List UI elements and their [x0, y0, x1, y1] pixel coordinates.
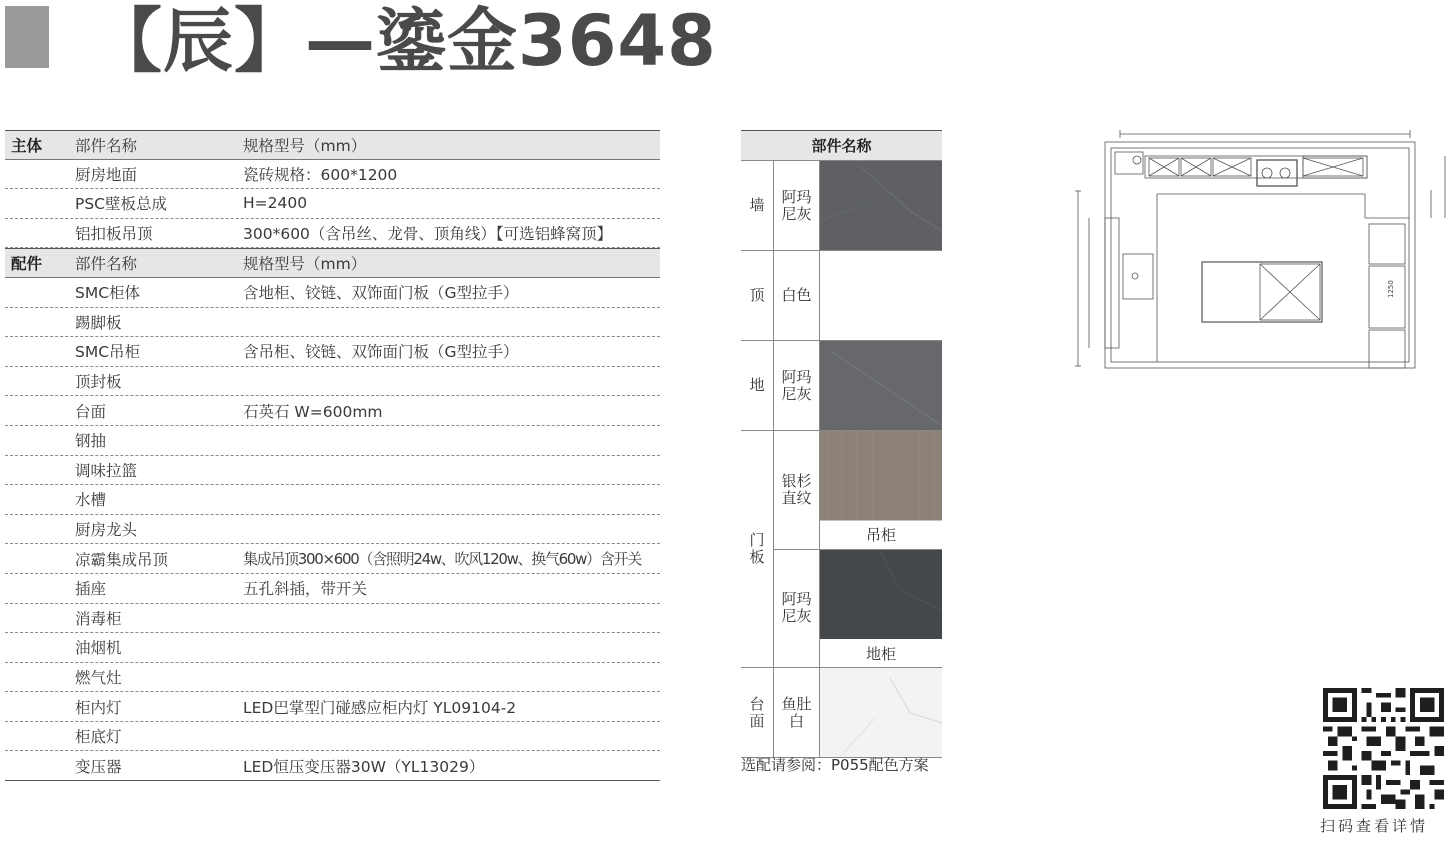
- material-swatch-ceiling: [820, 251, 942, 340]
- spec-row-name: 铝扣板吊顶: [75, 225, 153, 244]
- spec-row: [5, 722, 660, 752]
- spec-row: [5, 633, 660, 663]
- spec-row-name: 油烟机: [75, 639, 122, 658]
- spec-row: [5, 604, 660, 634]
- spec-row-spec: 瓷砖规格：600*1200: [243, 165, 398, 184]
- spec-col-spec-header: 规格型号（mm）: [243, 255, 367, 274]
- door-item-label: 地柜: [865, 644, 896, 663]
- material-name: 白色: [774, 251, 820, 340]
- material-group-floor: [741, 340, 942, 430]
- door-item-lower: [774, 549, 942, 668]
- spec-row: [5, 337, 660, 367]
- material-group-ceiling: [741, 250, 942, 340]
- spec-row: [5, 544, 660, 574]
- spec-col-spec-header: 规格型号（mm）: [243, 136, 367, 155]
- spec-row-name: SMC吊柜: [75, 343, 141, 362]
- spec-row: [5, 456, 660, 486]
- material-name: 鱼肚 白: [774, 668, 820, 757]
- spec-row-spec: 含地柜、铰链、双饰面门板（G型拉手）: [243, 284, 519, 303]
- spec-row-name: 钢抽: [75, 432, 107, 451]
- spec-row: [5, 574, 660, 604]
- title-accent-block: [5, 6, 49, 68]
- material-group-counter: [741, 667, 942, 758]
- swatch-fill: [820, 161, 942, 250]
- spec-table: [5, 130, 660, 781]
- spec-row-spec: LED巴掌型门碰感应柜内灯 YL09104-2: [243, 698, 517, 717]
- spec-row: [5, 278, 660, 308]
- swatch-fill: [820, 550, 942, 640]
- spec-row-spec: H=2400: [243, 194, 308, 213]
- page-title: 【辰】—鎏金3648: [92, 0, 717, 82]
- door-item-label: 吊柜: [865, 526, 896, 544]
- material-swatch-wall: [820, 161, 942, 250]
- qr-code: [1323, 688, 1444, 809]
- swatch-fill: [820, 431, 942, 521]
- material-group-wall: [741, 160, 942, 250]
- spec-section-header-accessories: [5, 248, 660, 278]
- material-swatch-counter: [820, 668, 942, 757]
- material-name: 银杉 直纹: [774, 431, 820, 549]
- qr-caption: 扫码查看详情: [1320, 817, 1429, 835]
- material-name: 阿玛 尼灰: [774, 550, 820, 668]
- spec-row-name: 凉霸集成吊顶: [75, 550, 169, 569]
- spec-row: [5, 367, 660, 397]
- kitchen-floor-plan: [1075, 128, 1450, 373]
- material-category: 地: [741, 341, 774, 430]
- spec-row-name: 插座: [75, 580, 107, 599]
- material-category: 墙: [741, 161, 774, 250]
- spec-row-name: 厨房龙头: [75, 521, 138, 540]
- material-category: 台 面: [741, 668, 774, 757]
- spec-row: [5, 160, 660, 190]
- spec-section-label: 配件: [11, 255, 43, 274]
- spec-row-name: PSC壁板总成: [75, 195, 168, 214]
- spec-row-name: 顶封板: [75, 373, 122, 392]
- spec-row-spec: 集成吊顶300×600（含照明24w、吹风120w、换气60w）含开关: [243, 550, 641, 569]
- spec-row: [5, 485, 660, 515]
- material-name: 阿玛 尼灰: [774, 341, 820, 430]
- spec-row-name: SMC柜体: [75, 284, 141, 303]
- spec-row-name: 燃气灶: [75, 668, 122, 687]
- material-name: 阿玛 尼灰: [774, 161, 820, 250]
- spec-row: [5, 515, 660, 545]
- spec-row: [5, 663, 660, 693]
- material-note: 选配请参阅：P055配色方案: [741, 756, 929, 774]
- spec-row: [5, 308, 660, 338]
- spec-section-label: 主体: [11, 136, 43, 155]
- material-category: 门 板: [741, 431, 774, 667]
- material-category: 顶: [741, 251, 774, 340]
- spec-row-name: 消毒柜: [75, 609, 122, 628]
- spec-row-spec: 五孔斜插，带开关: [243, 580, 368, 599]
- spec-row: [5, 426, 660, 456]
- plan-dimension-label: 1250: [1387, 280, 1395, 298]
- material-table-header: 部件名称: [741, 130, 942, 160]
- material-swatch-door-lower: [820, 550, 942, 640]
- spec-row-name: 柜底灯: [75, 728, 122, 747]
- spec-row-spec: 300*600（含吊丝、龙骨、顶角线）【可选铝蜂窝顶】: [243, 225, 613, 244]
- spec-row-name: 柜内灯: [75, 698, 122, 717]
- spec-col-name-header: 部件名称: [75, 255, 138, 274]
- spec-row: [5, 396, 660, 426]
- spec-row: [5, 692, 660, 722]
- spec-row: [5, 219, 660, 249]
- spec-row: [5, 189, 660, 219]
- spec-row-name: 水槽: [75, 491, 107, 510]
- material-group-door: [741, 430, 942, 667]
- spec-row-spec: 含吊柜、铰链、双饰面门板（G型拉手）: [243, 343, 519, 362]
- spec-row-name: 调味拉篮: [75, 461, 138, 480]
- spec-row-spec: 石英石 W=600mm: [243, 402, 383, 421]
- spec-row-name: 变压器: [75, 757, 122, 776]
- spec-row-name: 踢脚板: [75, 313, 122, 332]
- spec-row: [5, 751, 660, 781]
- spec-row-name: 厨房地面: [75, 165, 138, 184]
- door-item-upper: [774, 431, 942, 549]
- material-table: [741, 130, 942, 758]
- swatch-fill: [820, 668, 942, 757]
- material-swatch-door-upper: [820, 431, 942, 521]
- spec-row-name: 台面: [75, 402, 107, 421]
- material-swatch-floor: [820, 341, 942, 430]
- spec-row-spec: LED恒压变压器30W（YL13029）: [243, 757, 485, 776]
- spec-col-name-header: 部件名称: [75, 136, 138, 155]
- spec-section-header-main: [5, 130, 660, 160]
